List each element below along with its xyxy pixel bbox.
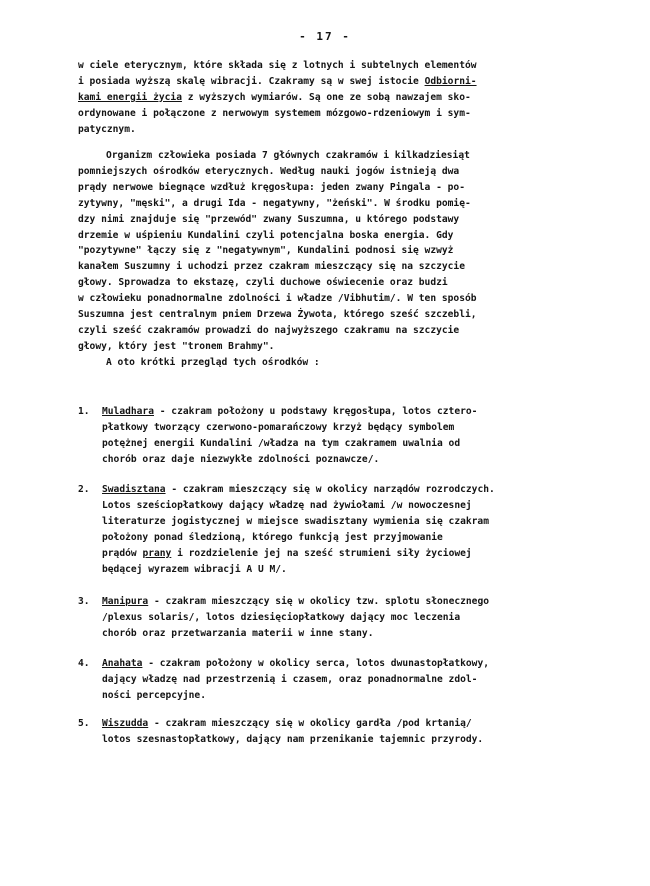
text-line: lotos szesnastopłatkowy, dający nam przenikanie tajemnic przyrody. bbox=[102, 733, 484, 745]
intro-paragraph bbox=[78, 58, 578, 138]
underlined-term: Odbiorni- bbox=[424, 75, 477, 87]
text-line: ności percepcyjne. bbox=[102, 689, 206, 701]
main-paragraph bbox=[78, 148, 578, 371]
text-line: pomniejszych ośrodków eterycznych. Według nauki jogów istnieją dwa bbox=[78, 165, 460, 177]
text-line: Lotos sześciopłatkowy dający władzę nad żywiołami /w nowoczesnej bbox=[102, 499, 472, 511]
list-item: 5. Wiszudda - czakram mieszczący się w okolicy gardła /pod krtanią/ lotos szesnastopłatkowy, dający nam przenikanie tajemnic przyrody. bbox=[78, 716, 578, 748]
item-name: Muladhara bbox=[102, 406, 154, 417]
text-line: prądów prany i rozdzielenie jej na sześć strumieni siły życiowej bbox=[102, 547, 472, 559]
text-line: patycznym. bbox=[78, 123, 136, 135]
text-line: prądy nerwowe biegnące wzdłuż kręgosłupa: jeden zwany Pingala - po- bbox=[78, 181, 465, 193]
text-line: czyli sześć czakramów prowadzi do najwyższego czakramu na szczycie bbox=[78, 324, 460, 336]
text-line: płatkowy tworzący czerwono-pomarańczowy krzyż będący symbolem bbox=[102, 421, 455, 433]
text-line: potężnej energii Kundalini /władza na tym czakramem uwalnia od bbox=[102, 437, 461, 449]
list-item: 3. Manipura - czakram mieszczący się w okolicy tzw. splotu słonecznego /plexus solaris/, lotos dziesięciopłatkowy dający moc leczenia chorób oraz przetwarzania materii w inne stany. bbox=[78, 594, 578, 642]
text-line: drzemie w uśpieniu Kundalini czyli potencjalna boska energia. Gdy bbox=[78, 229, 454, 241]
underlined-term: prany bbox=[142, 547, 172, 559]
text-line: literaturze jogistycznej w miejsce swadisztany wymienia się czakram bbox=[102, 515, 489, 527]
text-line: Suszumna jest centralnym pniem Drzewa Żywota, którego sześć szczebli, bbox=[78, 309, 477, 321]
text-line: "pozytywne" łączy się z "negatywnym", Kundalini podnosi się wzwyż bbox=[78, 245, 454, 257]
item-number: 2. bbox=[78, 484, 90, 495]
lead-line: A oto krótki przegląd tych ośrodków : bbox=[106, 356, 320, 368]
text-line: położony ponad śledzioną, którego funkcją jest przyjmowanie bbox=[102, 531, 443, 543]
text-line: w ciele eterycznym, które składa się z lotnych i subtelnych elementów bbox=[78, 60, 477, 71]
list-item: 2. Swadisztana - czakram mieszczący się w okolicy narządów rozrodczych. Lotos sześciopłatkowy dający władzę nad żywiołami /w nowoczesnej literaturze jogistycznej w miejsce swadisztany wymienia się czakram położony ponad śledzioną, którego funkcją jest przyjmowanie prądów prany i rozdzielenie jej na sześć strumieni siły życiowej będącej wyrazem wibracji A U M/. bbox=[78, 482, 578, 577]
text-line: /plexus solaris/, lotos dziesięciopłatkowy dający moc leczenia bbox=[102, 611, 461, 623]
text-line: będącej wyrazem wibracji A U M/. bbox=[102, 563, 287, 575]
text-line: zytywny, "męski", a drugi Ida - negatywny, "żeński". W środku pomię- bbox=[78, 197, 471, 209]
text-line: Organizm człowieka posiada 7 głównych czakramów i kilkadziesiąt bbox=[106, 150, 470, 161]
text-line: dający władzę nad przestrzenią i czasem, oraz ponadnormalne zdol- bbox=[102, 673, 478, 685]
text-line: głowy. Sprowadza to ekstazę, czyli duchowe oświecenie oraz budzi bbox=[78, 277, 448, 289]
text-line: kami energii życia z wyższych wymiarów. Są one ze sobą nawzajem sko- bbox=[78, 91, 471, 103]
item-number: 5. bbox=[78, 718, 90, 729]
text-line: chorób oraz przetwarzania materii w inne stany. bbox=[102, 627, 374, 639]
list-item: 1. Muladhara - czakram położony u podstawy kręgosłupa, lotos cztero- płatkowy tworzący czerwono-pomarańczowy krzyż będący symbolem potężnej energii Kundalini /władza na tym czakramem uwalnia od chorób oraz daje niezwykłe zdolności poznawcze/. bbox=[78, 404, 578, 468]
text-line: dzy nimi znajduje się "przewód" zwany Suszumna, u którego podstawy bbox=[78, 213, 460, 225]
item-number: 3. bbox=[78, 596, 90, 607]
text-line: chorób oraz daje niezwykłe zdolności poznawcze/. bbox=[102, 453, 380, 465]
item-name: Swadisztana bbox=[102, 484, 166, 495]
text-line: w człowieku ponadnormalne zdolności i władze /Vibhutim/. W ten sposób bbox=[78, 293, 477, 305]
list-item: 4. Anahata - czakram położony w okolicy serca, lotos dwunastopłatkowy, dający władzę nad przestrzenią i czasem, oraz ponadnormalne zdol- ności percepcyjne. bbox=[78, 656, 578, 704]
item-number: 4. bbox=[78, 658, 90, 669]
item-name: Anahata bbox=[102, 658, 143, 669]
item-name: Wiszudda bbox=[102, 718, 149, 729]
item-name: Manipura bbox=[102, 596, 149, 607]
text-line: głowy, który jest "tronem Brahmy". bbox=[78, 340, 275, 352]
text-line: kanałem Suszumny i uchodzi przez czakram mieszczący się na szczycie bbox=[78, 261, 465, 273]
item-number: 1. bbox=[78, 406, 90, 417]
text-line: i posiada wyższą skalę wibracji. Czakramy są w swej istocie Odbiorni- bbox=[78, 75, 477, 87]
underlined-term: kami energii życia bbox=[78, 91, 182, 103]
text-line: ordynowane i połączone z nerwowym systemem mózgowo-rdzeniowym i sym- bbox=[78, 107, 471, 119]
page-number: - 17 - bbox=[299, 30, 351, 43]
